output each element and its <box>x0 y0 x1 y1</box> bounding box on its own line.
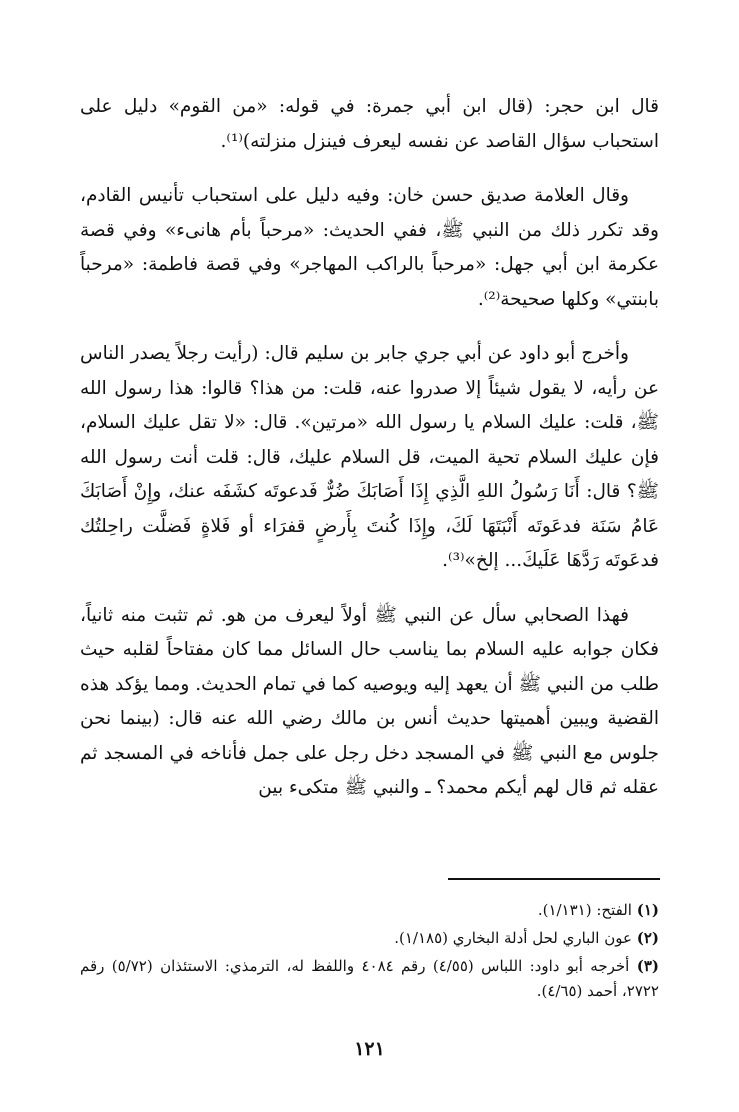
paragraph-4: فهذا الصحابي سأل عن النبي ﷺ أولاً ليعرف من هو. ثم تثبت منه ثانياً، فكان جوابه عليه السلام بما يناسب حال السائل مما كان مفتاحاً لقلبه حيث طلب من النبي ﷺ أن يعهد إليه ويوصيه كما في تمام الحديث. ومما يؤكد هذه القضية ويبين أهميتها حديث أنس بن مالك رضي الله عنه قال: (بينما نحن جلوس مع النبي ﷺ في المسجد دخل رجل على جمل فأناخه في المسجد ثم عقله ثم قال لهم أيكم محمد؟ ـ والنبي ﷺ متكىء بين <box>80 604 659 798</box>
footnote-divider <box>448 878 660 880</box>
footnotes <box>80 898 659 1007</box>
paragraph-3: وأخرج أبو داود عن أبي جري جابر بن سليم قال: (رأيت رجلاً يصدر الناس عن رأيه، لا يقول شيئاً إلا صدروا عنه، قلت: من هذا؟ قالوا: هذا رسول الله ﷺ، قلت: عليك السلام يا رسول الله «مرتين». قال: «لا تقل عليك السلام، فإن عليك السلام تحية الميت، قل السلام عليك، قال: قلت أنت رسول الله ﷺ؟ قال: أَنَا رَسُولُ اللهِ الَّذِي إِذَا أَصَابَكَ ضُرٌّ فَدعوتَه كشَفَه عنك، وإِنْ أَصَابَكَ عَامُ سَنَة فدعَوتَه أَنْبَتَهَا لَكَ، وإِذَا كُنتَ بِأَرضٍ قفرَاء أو فَلاةٍ فَضلَّت راحِلتُك فدعَوتَه رَدَّهَا عَلَيكَ... إلخ»⁽³⁾. <box>80 343 659 571</box>
page-number: ١٢١ <box>354 1038 385 1060</box>
footnote-2 <box>80 926 659 951</box>
footnote-number: (٢) <box>636 929 659 947</box>
footnote-3 <box>80 954 659 1004</box>
paragraph-1: قال ابن حجر: (قال ابن أبي جمرة: في قوله: «من القوم» دليل على استحباب سؤال القاصد عن نفسه ليعرف فينزل منزلته)⁽¹⁾. <box>80 96 659 152</box>
footnote-text: أخرجه أبو داود: اللباس (٤/٥٥) رقم ٤٠٨٤ واللفظ له، الترمذي: الاستئذان (٥/٧٢) رقم ٢٧٢٢، أحمد (٤/٦٥). <box>80 957 659 1000</box>
footnote-1 <box>80 898 659 923</box>
footnote-text: عون الباري لحل أدلة البخاري (١/١٨٥). <box>394 929 632 947</box>
main-text <box>80 90 659 826</box>
footnote-text: الفتح: (١/١٣١). <box>537 901 632 919</box>
paragraph-2: وقال العلامة صديق حسن خان: وفيه دليل على استحباب تأنيس القادم، وقد تكرر ذلك من النبي ﷺ، ففي الحديث: «مرحباً بأم هانىء» وفي قصة عكرمة ابن أبي جهل: «مرحباً بالراكب المهاجر» وفي قصة فاطمة: «مرحباً بابنتي» وكلها صحيحة⁽²⁾. <box>80 185 659 310</box>
footnote-number: (١) <box>636 901 659 919</box>
footnote-number: (٣) <box>636 957 659 975</box>
